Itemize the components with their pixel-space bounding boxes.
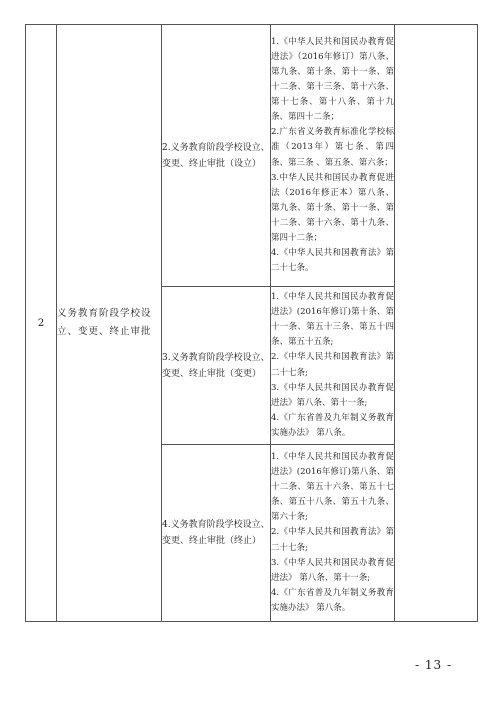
item-name: 义务教育阶段学校设立、变更、终止审批 (57, 25, 162, 622)
basis-line: 2.《中华人民共和国教育法》第二十七条; (271, 527, 394, 553)
basis-line: 1.《中华人民共和国民办教育促进法》（2016年修订）第八条、第九条、第十条、第十一条、第十二条、第十三条、第十六条、第十七条、第十八条、第十九条、第四十二条； (271, 36, 394, 123)
remarks-cell (395, 25, 478, 622)
basis-line: 3.中华人民共和国民办教育促进法（2016年修正本）第八条、第九条、第十条、第十一条、第十二条、第十六条、第十九条、第四十二条； (271, 172, 394, 243)
basis-line: 4.《中华人民共和国教育法》第二十七条。 (271, 248, 394, 274)
basis-line: 1.《中华人民共和国民办教育促进法》(2016年修订)第八条、第十二条、第五十六条、第五十七条、第五十八条、第五十九条、第六十条; (271, 451, 394, 523)
basis-line: 1.《中华人民共和国民办教育促进法》(2016年修订)第十条、第十一条、第五十三条、第五十四条、第五十五条; (271, 292, 394, 348)
legal-basis-cell (271, 25, 395, 287)
subitem-name: 4.义务教育阶段学校设立、变更、终止审批（终止） (162, 445, 271, 622)
matters-table (25, 24, 478, 622)
basis-line: 3.《中华人民共和国民办教育促进法》 第八条、第十一条; (271, 557, 394, 583)
page-number: - 13 - (415, 658, 453, 672)
legal-basis-cell (271, 445, 395, 622)
subitem-name: 2.义务教育阶段学校设立、变更、终止审批（设立） (162, 25, 271, 287)
basis-line: 4.《广东省普及九年制义务教育实施办法》 第八条。 (271, 587, 394, 613)
basis-line: 2.《中华人民共和国教育法》第二十七条; (271, 352, 394, 378)
row-number: 2 (26, 25, 57, 622)
basis-line: 2.广东省义务教育标准化学校标准（2013年）第七条、第四条、第三条 、第五条、第六条； (271, 127, 394, 168)
basis-line: 4.《广东省普及九年制义务教育实施办法》 第八条。 (271, 412, 394, 438)
legal-basis-cell (271, 287, 395, 445)
basis-line: 3.《中华人民共和国民办教育促进法》第八条、第十一条; (271, 382, 394, 408)
table-row (26, 25, 478, 287)
subitem-name: 3.义务教育阶段学校设立、变更、终止审批（变更） (162, 287, 271, 445)
